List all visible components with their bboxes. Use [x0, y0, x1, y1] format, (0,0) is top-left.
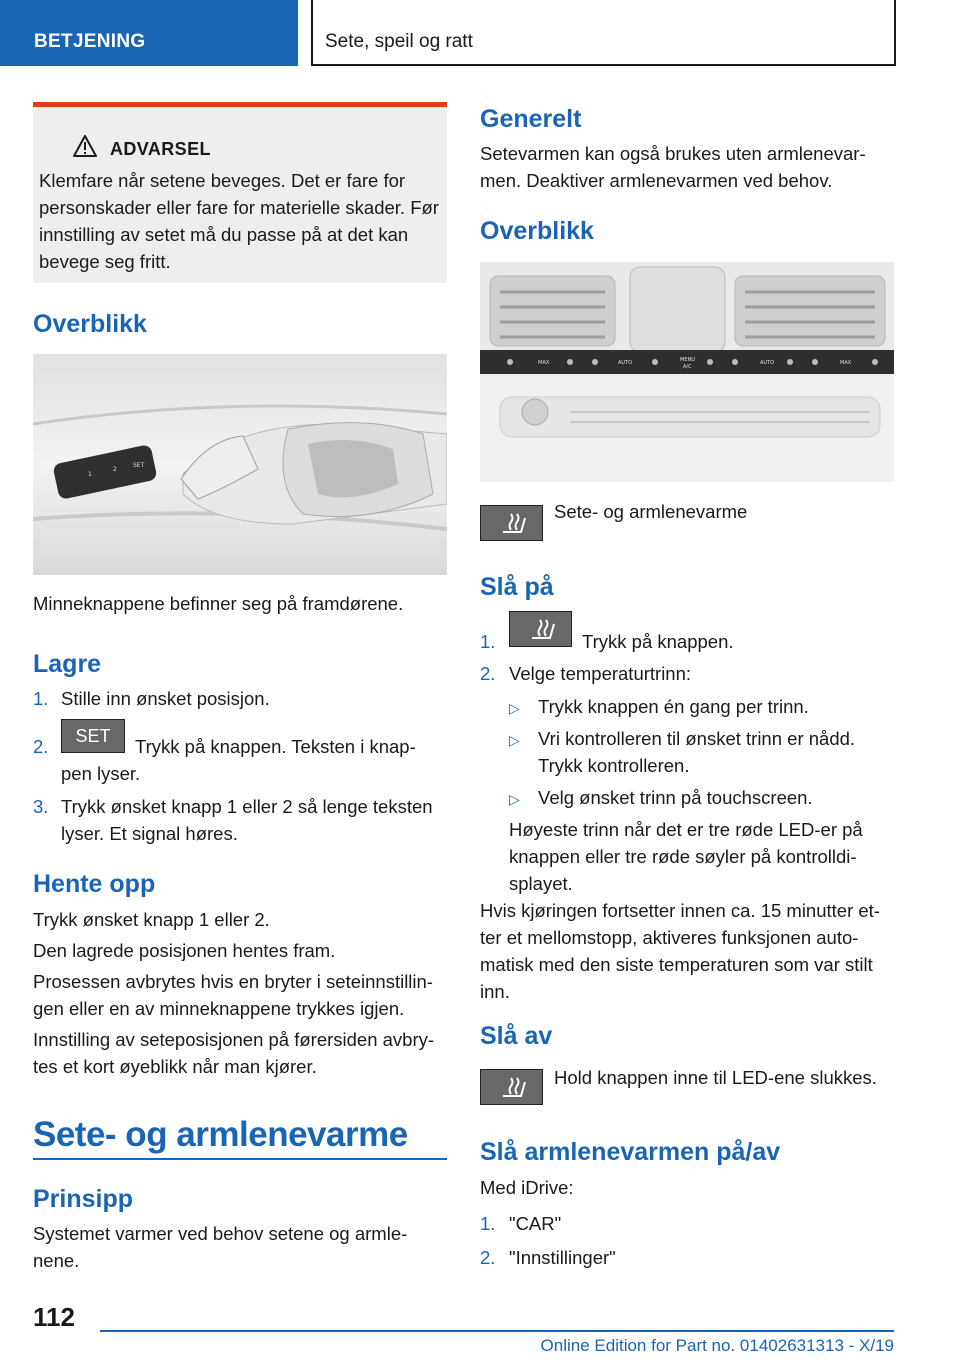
warning-text: Klemfare når setene beveges. Det er fare for personskader eller fare for materielle skader. Før innstilling av setet må du passe på at det kan bevege seg fritt.	[39, 170, 439, 272]
store-heading: Lagre	[33, 650, 102, 678]
bullet-2-text-cont: Trykk kontrolleren.	[538, 755, 690, 776]
panel-label-max-left: MAX	[538, 360, 550, 366]
principle-text-1: Systemet varmer ved behov setene og armle-	[33, 1223, 408, 1244]
door-memory-buttons-image	[33, 354, 447, 575]
on-step-1-text: Trykk på knappen.	[582, 631, 734, 652]
footer-edition: Online Edition for Part no. 01402631313 - X/19	[540, 1336, 894, 1355]
highest-text-1: Høyeste trinn når det er tre røde LED-er på	[509, 819, 863, 840]
recall-para-4: Innstilling av seteposisjonen på førersiden avbry-	[33, 1029, 435, 1050]
climate-panel-image	[480, 262, 894, 482]
store-step-2: 2.	[33, 736, 49, 757]
bullet-2-text: Vri kontrolleren til ønsket trinn er nådd.	[538, 728, 856, 749]
on-step-1-num: 1.	[480, 631, 496, 652]
warning-box	[33, 102, 447, 283]
armrest-step-2-text: "Innstillinger"	[509, 1247, 616, 1268]
highest-text-2: knappen eller tre røde søyler på kontrolldi-	[509, 846, 857, 867]
armrest-step-1: 1.	[480, 1213, 496, 1234]
panel-label-ac: A/C	[683, 364, 692, 370]
store-step-3-text: Trykk ønsket knapp 1 eller 2 så lenge teksten	[61, 796, 433, 817]
overview-heading-left: Overblikk	[33, 310, 147, 338]
recall-para-2: Den lagrede posisjonen hentes fram.	[33, 940, 336, 961]
general-text-2: men. Deaktiver armlenevarmen ved behov.	[480, 170, 833, 191]
footer-rule	[100, 1330, 894, 1332]
memory-button-2: 2	[113, 466, 117, 473]
legend-text: Sete- og armlenevarme	[554, 501, 748, 522]
store-step-1: 1. Stille inn ønsket posisjon.	[33, 688, 270, 709]
seat-heat-icon-legend	[480, 505, 543, 541]
bullet-1: ▷	[509, 700, 520, 716]
panel-label-max-right: MAX	[840, 360, 852, 366]
general-heading: Generelt	[480, 105, 582, 133]
on-heading: Slå på	[480, 573, 554, 601]
armrest-step-2: 2.	[480, 1247, 496, 1268]
continue-text-2: ter et mellomstopp, aktiveres funksjonen auto-	[480, 927, 859, 948]
chapter-heading: Sete- og armlenevarme	[33, 1115, 408, 1154]
armrest-step-1-text: "CAR"	[509, 1213, 562, 1234]
continue-text-1: Hvis kjøringen fortsetter innen ca. 15 minutter et-	[480, 900, 880, 921]
on-step-2: 2.	[480, 663, 496, 684]
memory-set-button: SET	[133, 462, 145, 469]
recall-heading: Hente opp	[33, 870, 156, 898]
warning-triangle-icon	[73, 135, 97, 157]
chapter-heading-rule	[33, 1158, 447, 1160]
warning-title: ADVARSEL	[110, 139, 211, 159]
continue-text-4: inn.	[480, 981, 510, 1002]
off-text: Hold knappen inne til LED-ene slukkes.	[554, 1067, 877, 1088]
armrest-intro: Med iDrive:	[480, 1177, 574, 1198]
bullet-3-text: Velg ønsket trinn på touchscreen.	[538, 787, 813, 808]
highest-text-3: splayet.	[509, 873, 573, 894]
panel-label-auto-left: AUTO	[618, 360, 633, 366]
panel-label-auto-right: AUTO	[760, 360, 775, 366]
principle-heading: Prinsipp	[33, 1185, 134, 1213]
panel-label-menu: MENU	[680, 357, 695, 363]
store-step-3-text-cont: lyser. Et signal høres.	[61, 823, 238, 844]
seat-heat-icon-off	[480, 1069, 543, 1105]
recall-para-3b: gen eller en av minneknappene trykkes igjen.	[33, 998, 405, 1019]
bullet-3: ▷	[509, 791, 520, 807]
recall-para-1: Trykk ønsket knapp 1 eller 2.	[33, 909, 270, 930]
store-step-2-text-cont: pen lyser.	[61, 763, 141, 784]
continue-text-3: matisk med den siste temperaturen som var stilt	[480, 954, 873, 975]
recall-para-4b: tes et kort øyeblikk når man kjører.	[33, 1056, 317, 1077]
seat-heat-button-icon	[509, 611, 572, 647]
on-step-2-text: Velge temperaturtrinn:	[509, 663, 692, 684]
recall-para-3: Prosessen avbrytes hvis en bryter i seteinnstillin-	[33, 971, 433, 992]
chapter-tab	[312, 0, 896, 66]
principle-text-2: nene.	[33, 1250, 80, 1271]
page-number: 112	[33, 1302, 75, 1332]
chapter-title: Sete, speil og ratt	[325, 31, 473, 52]
section-title: BETJENING	[34, 31, 146, 52]
set-button-icon: SET	[61, 719, 125, 753]
store-step-3: 3.	[33, 796, 49, 817]
store-step-2-text: Trykk på knappen. Teksten i knap-	[135, 736, 416, 757]
armrest-heading: Slå armlenevarmen på/av	[480, 1138, 781, 1166]
image-caption: Minneknappene befinner seg på framdørene.	[33, 593, 404, 614]
bullet-2: ▷	[509, 732, 520, 748]
bullet-1-text: Trykk knappen én gang per trinn.	[538, 696, 809, 717]
memory-button-1: 1	[88, 471, 92, 478]
general-text-1: Setevarmen kan også brukes uten armlenevar-	[480, 143, 866, 164]
overview-heading-right: Overblikk	[480, 217, 594, 245]
section-tab	[0, 0, 298, 66]
off-heading: Slå av	[480, 1022, 553, 1050]
